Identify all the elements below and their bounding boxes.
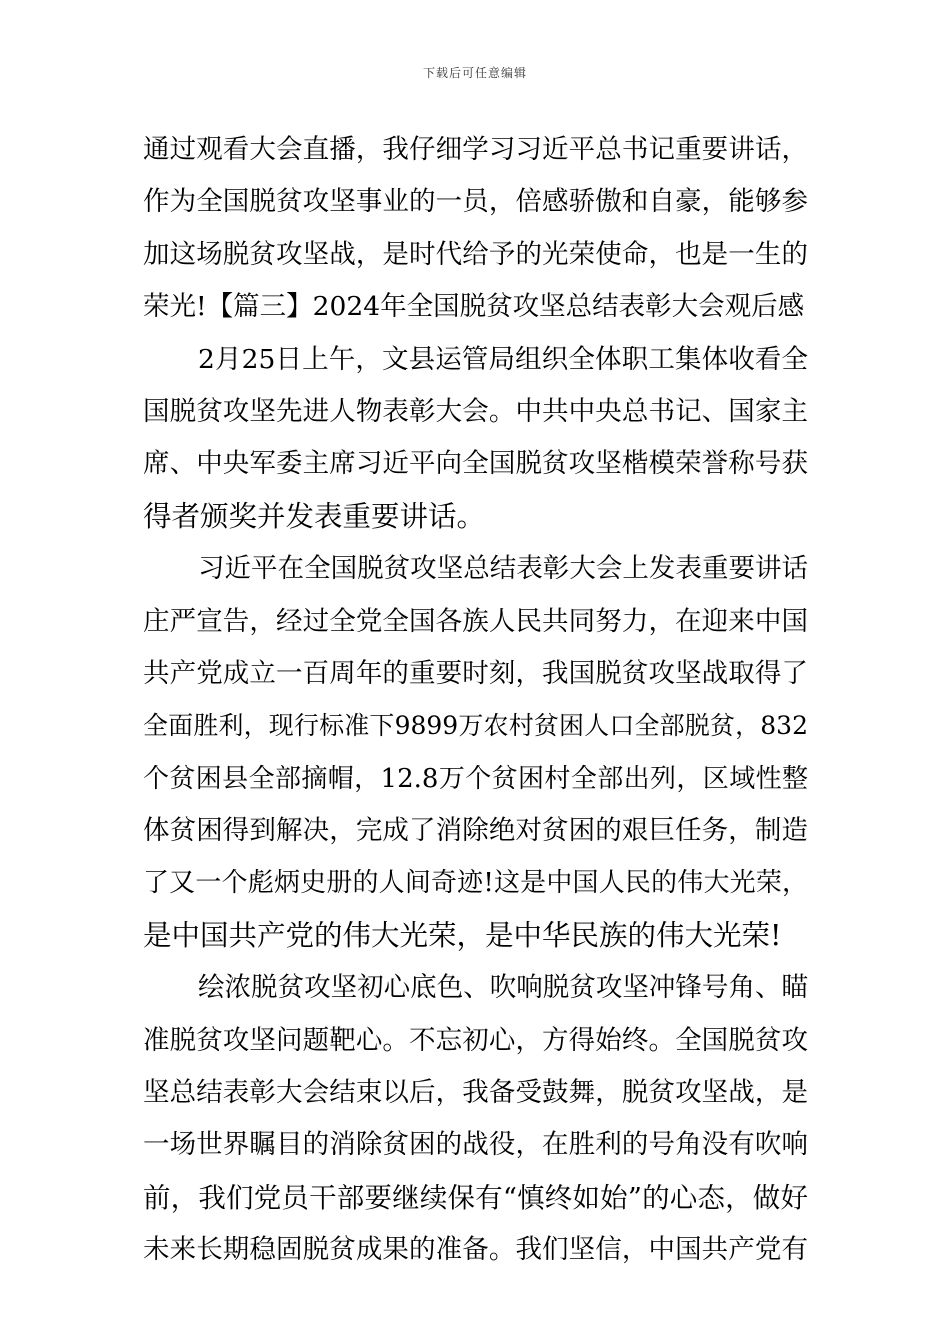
text-line: 庄严宣告，经过全党全国各族人民共同努力，在迎来中国 bbox=[143, 605, 808, 637]
text-line: 荣光!【篇三】2024年全国脱贫攻坚总结表彰大会观后感 bbox=[143, 291, 805, 323]
text-line: 是中国共产党的伟大光荣，是中华民族的伟大光荣! bbox=[143, 918, 782, 952]
text-line: 准脱贫攻坚问题靶心。不忘初心，方得始终。全国脱贫攻 bbox=[143, 1024, 808, 1056]
text-line: 一场世界瞩目的消除贫困的战役，在胜利的号角没有吹响 bbox=[143, 1129, 808, 1161]
text-line: 共产党成立一百周年的重要时刻，我国脱贫攻坚战取得了 bbox=[143, 657, 808, 689]
page-header: 下载后可任意编辑 bbox=[422, 66, 527, 80]
paragraph-4 bbox=[143, 962, 808, 1276]
text-line: 国脱贫攻坚先进人物表彰大会。中共中央总书记、国家主 bbox=[143, 395, 808, 427]
text-line: 习近平在全国脱贫攻坚总结表彰大会上发表重要讲话 bbox=[198, 553, 808, 585]
text-line: 坚总结表彰大会结束以后，我备受鼓舞，脱贫攻坚战，是 bbox=[143, 1077, 808, 1109]
text-line: 未来长期稳固脱贫成果的准备。我们坚信，中国共产党有 bbox=[143, 1234, 808, 1266]
document-body bbox=[143, 124, 808, 1277]
text-line: 作为全国脱贫攻坚事业的一员，倍感骄傲和自豪，能够参 bbox=[143, 186, 808, 218]
text-line: 得者颁奖并发表重要讲话。 bbox=[143, 499, 486, 533]
text-line: 2月25日上午，文县运管局组织全体职工集体收看全 bbox=[198, 343, 808, 375]
text-line: 绘浓脱贫攻坚初心底色、吹响脱贫攻坚冲锋号角、瞄 bbox=[198, 972, 808, 1004]
text-line: 前，我们党员干部要继续保有“慎终如始”的心态，做好 bbox=[143, 1181, 808, 1214]
paragraph-3 bbox=[143, 543, 808, 962]
paragraph-2 bbox=[143, 334, 808, 544]
text-line: 通过观看大会直播，我仔细学习习近平总书记重要讲话， bbox=[143, 134, 808, 165]
text-line: 体贫困得到解决，完成了消除绝对贫困的艰巨任务，制造 bbox=[143, 815, 808, 847]
paragraph-1 bbox=[143, 124, 808, 334]
text-line: 加这场脱贫攻坚战，是时代给予的光荣使命，也是一生的 bbox=[143, 238, 808, 270]
text-line: 全面胜利，现行标准下9899万农村贫困人口全部脱贫，832 bbox=[143, 711, 808, 741]
text-line: 席、中央军委主席习近平向全国脱贫攻坚楷模荣誉称号获 bbox=[143, 448, 808, 480]
text-line: 了又一个彪炳史册的人间奇迹!这是中国人民的伟大光荣， bbox=[143, 868, 808, 899]
text-line: 个贫困县全部摘帽，12.8万个贫困村全部出列，区域性整 bbox=[143, 763, 808, 794]
